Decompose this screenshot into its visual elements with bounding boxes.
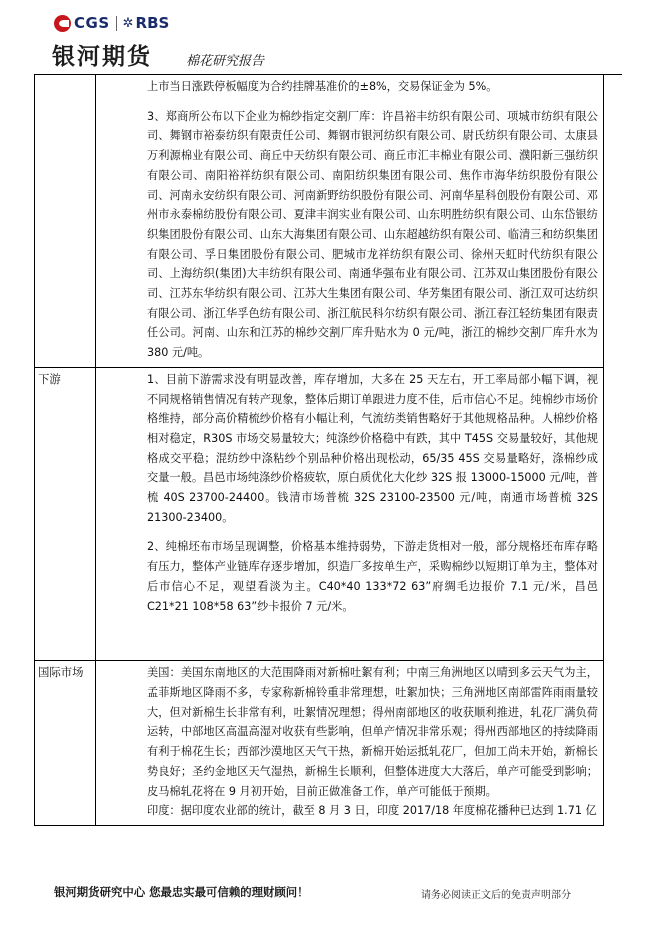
row-spacer	[147, 616, 598, 656]
paragraph-gap	[147, 97, 598, 107]
row-label-intl: 国际市场	[35, 661, 96, 826]
intl-paragraph-us: 美国：美国东南地区的大范围降雨对新棉吐絮有利；中南三角洲地区以晴到多云天气为主，孟菲斯地区降雨不多，专家称新棉铃重非常理想，吐絮加快；三角洲地区南部雷阵雨雨量较大，但对新棉生长非常有利，吐絮情况理想；得州南部地区的收获顺利推进，轧花厂满负荷运转，中部地区高温高湿对收获有些影响，但单产情况非常乐观；得州西部地区的持续降雨有利于棉花生长；西部沙漠地区天气干热，新棉开始运抵轧花厂，但加工尚未开始，新棉长势良好；圣约金地区天气湿热，新棉生长顺利，但整体进度大大落后，单产可能受到影响；皮马棉轧花将在 9 月初开始，目前正做准备工作，单产可能低于预期。	[147, 666, 598, 798]
rule-paragraph-3: 3、郑商所公布以下企业为棉纱指定交割厂库：许昌裕丰纺织有限公司、项城市纺织有限公司、舞钢市裕泰纺织有限责任公司、舞钢市银河纺织有限公司、尉氏纺织有限公司、太康县万利源棉业有限公司、商丘中天纺织有限公司、商丘市汇丰棉业有限公司、濮阳新三强纺织有限公司、南阳裕祥纺织有限公司、南阳纺织集团有限公司、焦作市海华纺织股份有限公司、河南永安纺织有限公司、河南新野纺织股份有限公司、河南华星科创股份有限公司、邓州市永泰棉纺股份有限公司、夏津丰润实业有限公司、山东明胜纺织有限公司、山东岱银纺织集团股份有限公司、山东大海集团有限公司、山东超越纺织有限公司、临清三和纺织集团有限公司、孚日集团股份有限公司、肥城市龙祥纺织有限公司、徐州天虹时代纺织有限公司、上海纺织(集团)大丰纺织有限公司、南通华强布业有限公司、江苏双山集团股份有限公司、江苏东华纺织有限公司、江苏大生集团有限公司、华芳集团有限公司、浙江双可达纺织有限公司、浙江华孚色纺有限公司、浙江航民科尔纺织有限公司、浙江春江轻纺集团有限责任公司。河南、山东和江苏的棉纱交割厂库升贴水为 0 元/吨，浙江的棉纱交割厂库升水为 380 元/吨。	[147, 109, 598, 360]
table-row-intl	[35, 661, 604, 826]
row-body-intl	[96, 661, 604, 826]
brand-name: 银河期货	[52, 44, 152, 70]
table-row-rule	[35, 75, 604, 368]
footer-slogan: 银河期货研究中心 您最忠实最可信赖的理财顾问！	[54, 885, 309, 899]
report-type: 棉花研究报告	[186, 54, 265, 69]
logo-cgs-text: CGS	[74, 14, 110, 32]
rbs-logo-mark-icon: ✲	[122, 15, 134, 31]
page-header	[0, 0, 662, 80]
downstream-paragraph-1: 1、目前下游需求没有明显改善，库存增加，大多在 25 天左右，开工率局部小幅下调，视不同规格销售情况有转产现象，整体后期订单跟进力度不佳，后市信心不足。纯棉纱市场价格维持，部分高价精梳纱价格有小幅让利，气流纺类销售略好于其他规格品种。人棉纱价格相对稳定，R30S 市场交易量较大；纯涤纱价格稳中有跌，其中 T45S 交易量较好，其他规格成交平稳；混纺纱中涤粘纱个别品种价格出现松动，65/35 45S 交易量略好，涤棉纱成交量一般。昌邑市场纯涤纱价格疲软，原白质优化大化纱 32S 报 13000-15000 元/吨，普梳 40S 23700-24400。钱清市场普梳 32S 23100-23500 元/吨，南通市场普梳 32S 21300-23400。	[147, 372, 598, 524]
footer-disclaimer-note: 请务必阅读正文后的免责声明部分	[421, 890, 571, 901]
cgs-logo-mark-icon	[54, 15, 71, 32]
rule-paragraph: 上市当日涨跌停板幅度为合约挂牌基准价的±8%，交易保证金为 5%。	[147, 80, 498, 93]
row-label	[35, 75, 96, 368]
intl-paragraph-india: 印度：据印度农业部的统计，截至 8 月 3 日，印度 2017/18 年度棉花播种已达到 1.71 亿	[147, 804, 597, 818]
report-table-container	[34, 74, 604, 868]
logo-divider	[116, 16, 117, 31]
row-body-downstream	[96, 367, 604, 660]
row-label-downstream: 下游	[35, 367, 96, 660]
paragraph-gap	[147, 527, 598, 537]
downstream-paragraph-2: 2、纯棉坯布市场呈现调整，价格基本维持弱势，下游走货相对一般，部分规格坯布库存略有压力，整体产业链库存逐步增加，织造厂多按单生产，采购棉纱以短期订单为主，整体对后市信心不足，观望看淡为主。C40*40 133*72 63”府绸毛边报价 7.1 元/米，昌邑 C21*21 108*58 63”纱卡报价 7 元/米。	[147, 540, 598, 613]
report-table	[34, 74, 604, 826]
company-logo	[54, 12, 169, 34]
table-row-downstream	[35, 367, 604, 660]
logo-rbs-text: RBS	[135, 14, 170, 32]
row-body	[96, 75, 604, 368]
